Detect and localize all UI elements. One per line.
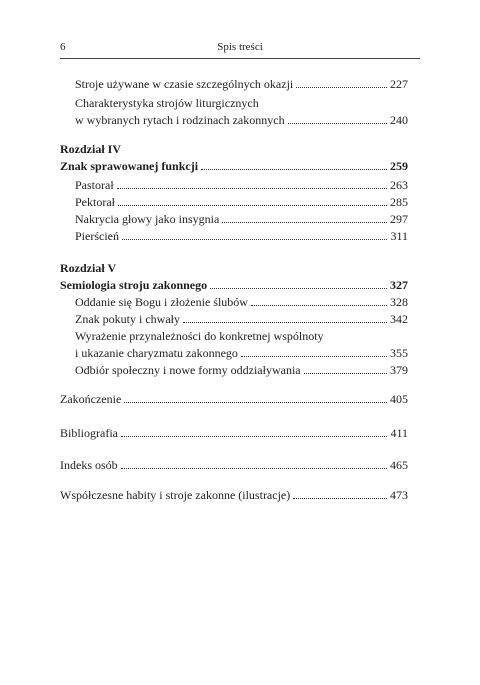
toc-entry-page: 240 (390, 113, 408, 127)
chapter-title-entry (60, 159, 408, 173)
toc-entry-page: 311 (390, 229, 408, 243)
toc-entry (60, 488, 408, 502)
toc-entry (75, 77, 408, 91)
toc-entry (75, 312, 408, 326)
toc-entry-title-line1: Wyrażenie przynależności do konkretnej wspólnoty (75, 329, 324, 343)
toc-leader-dots (121, 426, 387, 437)
chapter-title: Semiologia stroju zakonnego (60, 278, 208, 292)
toc-entry-title-line1: Charakterystyka strojów liturgicznych (75, 96, 259, 110)
toc-entry-page: 379 (390, 363, 408, 377)
toc-entry-title: Współczesne habity i stroje zakonne (ilustracje) (60, 488, 291, 502)
toc-entry-page: 405 (390, 392, 408, 406)
toc-entry (75, 195, 408, 209)
toc-leader-dots (122, 229, 387, 240)
toc-entry-page: 227 (390, 77, 408, 91)
toc-leader-dots (304, 363, 387, 374)
chapter-page: 259 (390, 159, 408, 173)
toc-entry-title: Nakrycia głowy jako insygnia (75, 212, 220, 226)
toc-leader-dots (121, 458, 387, 469)
toc-leader-dots (288, 113, 387, 124)
toc-entry-title: Stroje używane w czasie szczególnych okazji (75, 77, 294, 91)
toc-entry-page: 355 (390, 346, 408, 360)
toc-entry-page: 342 (390, 312, 408, 326)
running-head: Spis treści (217, 41, 263, 53)
toc-entry-title: i ukazanie charyzmatu zakonnego (75, 346, 238, 360)
toc-entry-page: 473 (390, 488, 408, 502)
toc-leader-dots (201, 159, 387, 170)
toc-entry-title: Znak pokuty i chwały (75, 312, 180, 326)
toc-entry-title: Odbiór społeczny i nowe formy oddziaływania (75, 363, 301, 377)
toc-entry-title: Pastorał (75, 178, 114, 192)
toc-entry (75, 178, 408, 192)
chapter-heading: Rozdział V (60, 261, 117, 275)
toc-leader-dots (241, 346, 387, 357)
toc-leader-dots (293, 488, 387, 499)
toc-entry (75, 363, 408, 377)
toc-leader-dots (296, 77, 387, 88)
toc-entry (75, 212, 408, 226)
chapter-heading: Rozdział IV (60, 142, 121, 156)
toc-entry-page: 411 (390, 426, 408, 440)
toc-entry (60, 392, 408, 406)
toc-entry-title: Indeks osób (60, 458, 118, 472)
toc-leader-dots (251, 295, 387, 306)
toc-entry-page: 465 (390, 458, 408, 472)
toc-entry-title: w wybranych rytach i rodzinach zakonnych (75, 113, 285, 127)
toc-entry-title: Pektorał (75, 195, 115, 209)
toc-entry (75, 113, 408, 127)
toc-entry (60, 426, 408, 440)
toc-entry-page: 285 (390, 195, 408, 209)
toc-entry-title: Oddanie się Bogu i złożenie ślubów (75, 295, 248, 309)
toc-entry-title: Pierścień (75, 229, 119, 243)
chapter-title-entry (60, 278, 408, 292)
toc-entry-page: 263 (390, 178, 408, 192)
toc-entry-page: 297 (390, 212, 408, 226)
toc-entry (75, 295, 408, 309)
toc-entry (75, 229, 408, 243)
toc-leader-dots (117, 178, 387, 189)
toc-leader-dots (210, 278, 387, 289)
chapter-title: Znak sprawowanej funkcji (60, 159, 199, 173)
page-number: 6 (60, 41, 66, 53)
toc-entry (75, 346, 408, 360)
toc-leader-dots (222, 212, 387, 223)
toc-entry-page: 328 (390, 295, 408, 309)
toc-entry (60, 458, 408, 472)
chapter-page: 327 (390, 278, 408, 292)
header-rule (60, 58, 420, 59)
toc-leader-dots (183, 312, 387, 323)
toc-leader-dots (118, 195, 387, 206)
toc-entry-title: Zakończenie (60, 392, 122, 406)
toc-leader-dots (124, 392, 387, 403)
toc-entry-title: Bibliografia (60, 426, 118, 440)
